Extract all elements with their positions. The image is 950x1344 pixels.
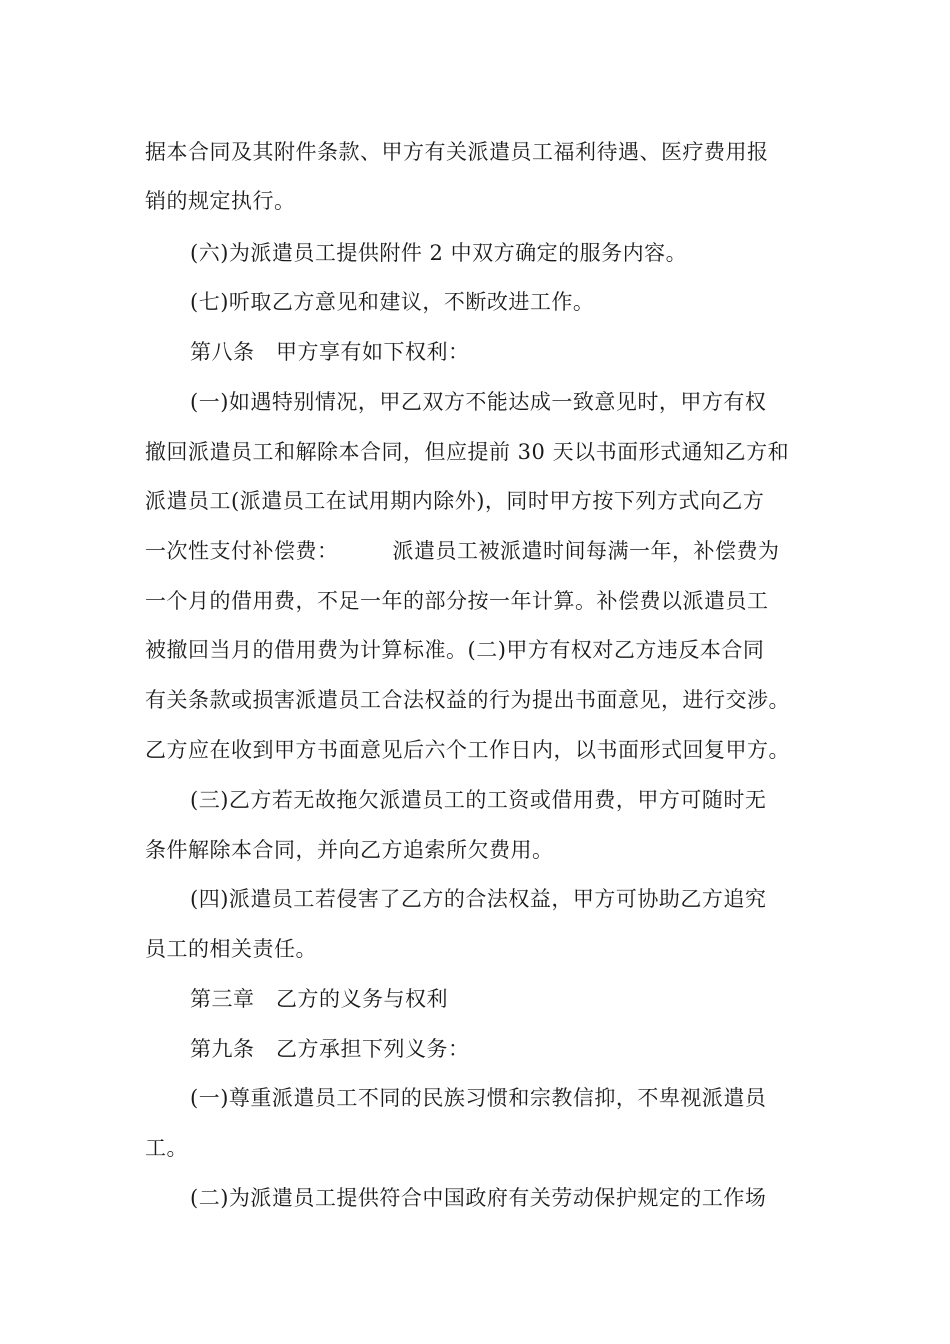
chapter-heading: 第三章 乙方的义务与权利 (190, 987, 448, 1011)
text-line: (二)为派遣员工提供符合中国政府有关劳动保护规定的工作场 (190, 1186, 767, 1210)
text-line: 乙方应在收到甲方书面意见后六个工作日内，以书面形式回复甲方。 (145, 738, 790, 762)
text-line: (七)听取乙方意见和建议，不断改进工作。 (190, 290, 595, 314)
text-line: 据本合同及其附件条款、甲方有关派遣员工福利待遇、医疗费用报 (145, 140, 769, 164)
text-line: 销的规定执行。 (145, 189, 296, 213)
text-line: 一次性支付补偿费： 派遣员工被派遣时间每满一年，补偿费为 (145, 539, 780, 563)
text-line: (一)如遇特别情况，甲乙双方不能达成一致意见时，甲方有权 (190, 390, 767, 414)
text-line: 有关条款或损害派遣员工合法权益的行为提出书面意见，进行交涉。 (145, 688, 790, 712)
text-line: 派遣员工(派遣员工在试用期内除外)，同时甲方按下列方式向乙方 (145, 489, 765, 513)
text-line: (一)尊重派遣员工不同的民族习惯和宗教信抑，不卑视派遣员 (190, 1086, 767, 1110)
text-line: (三)乙方若无故拖欠派遣员工的工资或借用费，甲方可随时无 (190, 788, 767, 812)
text-line: (六)为派遣员工提供附件 2 中双方确定的服务内容。 (190, 241, 688, 265)
section-heading: 第九条 乙方承担下列义务： (190, 1037, 470, 1061)
text-line: 员工的相关责任。 (145, 937, 317, 961)
text-line: 撤回派遣员工和解除本合同，但应提前 30 天以书面形式通知乙方和 (145, 440, 790, 464)
section-heading: 第八条 甲方享有如下权利： (190, 340, 470, 364)
text-line: 被撤回当月的借用费为计算标准。(二)甲方有权对乙方违反本合同 (145, 638, 765, 662)
text-line: 工。 (145, 1136, 188, 1160)
text-line: 一个月的借用费，不足一年的部分按一年计算。补偿费以派遣员工 (145, 589, 769, 613)
text-line: (四)派遣员工若侵害了乙方的合法权益，甲方可协助乙方追究 (190, 887, 767, 911)
text-line: 条件解除本合同，并向乙方追索所欠费用。 (145, 838, 554, 862)
